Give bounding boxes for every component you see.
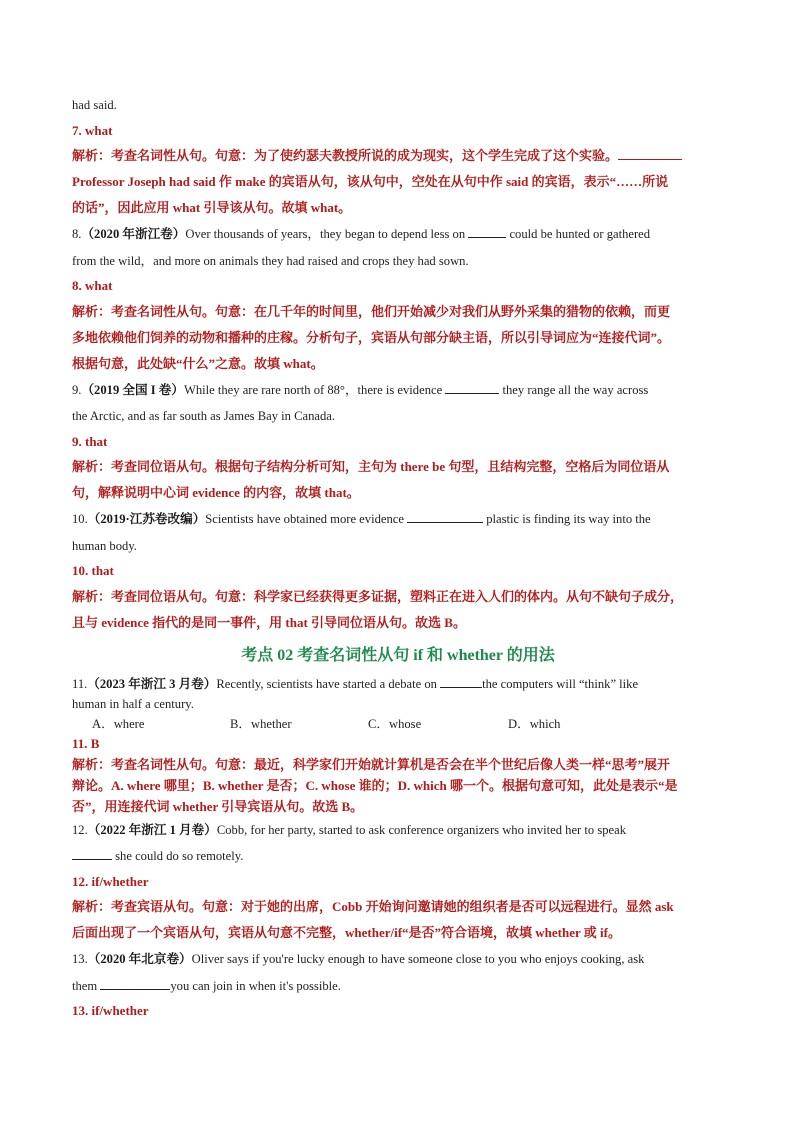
question-continuation: had said. xyxy=(72,98,117,112)
answer-9: 9. that xyxy=(72,433,108,449)
question-number: 9. xyxy=(72,382,82,397)
question-text: Cobb, for her party, started to ask conference organizers who invited her to speak xyxy=(216,822,626,837)
question-8 xyxy=(72,221,724,248)
explanation-12 xyxy=(72,894,724,946)
explanation-10 xyxy=(72,584,724,636)
explanation-10-line-1: 解析：考查同位语从句。句意：科学家已经获得更多证据，塑料正在进入人们的体内。从句不缺句子成分， xyxy=(72,588,684,604)
question-9 xyxy=(72,377,724,404)
explanation-9 xyxy=(72,454,724,506)
explanation-7-line-1: 解析：考查名词性从句。句意：为了使约瑟夫教授所说的成为现实，这个学生完成了这个实验。 xyxy=(72,148,619,163)
question-source: （2019 全国 I 卷） xyxy=(81,382,184,397)
question-text: Scientists have obtained more evidence xyxy=(205,512,404,526)
explanation-11 xyxy=(72,754,724,817)
question-text: she could do so remotely. xyxy=(115,849,244,863)
explanation-7-line-2: Professor Joseph had said 作 make 的宾语从句，该从句中，空处在从句中作 said 的宾语，表示“……所说 xyxy=(72,174,669,189)
explanation-9-line-2: 句，解释说明中心词 evidence 的内容，故填 that。 xyxy=(72,485,360,500)
question-12 xyxy=(72,817,724,844)
answer-7: 7. what xyxy=(72,122,113,138)
question-8-line-2: from the wild，and more on animals they had raised and crops they had sown. xyxy=(72,253,469,268)
question-10 xyxy=(72,506,724,533)
question-9-line-2: the Arctic, and as far south as James Bay in Canada. xyxy=(72,409,335,423)
question-13 xyxy=(72,946,724,973)
question-source: （2022 年浙江 1 月卷） xyxy=(87,822,217,837)
document-page xyxy=(72,92,724,1024)
question-text: Recently, scientists have started a debate on xyxy=(216,676,437,691)
question-text: could be hunted or gathered xyxy=(509,227,651,241)
question-text: they range all the way across xyxy=(502,382,649,397)
question-12-line-2 xyxy=(72,843,724,870)
explanation-8-line-1: 解析：考查名词性从句。句意：在几千年的时间里，他们开始减少对我们从野外采集的猎物的依赖，而更 xyxy=(72,303,671,319)
option-a: A．where xyxy=(92,716,145,731)
question-number: 8. xyxy=(72,227,82,241)
question-source: （2020 年浙江卷） xyxy=(81,227,186,241)
question-number: 12. xyxy=(72,822,88,837)
blank-line xyxy=(468,225,506,238)
answer-13: 13. if/whether xyxy=(72,1003,149,1018)
explanation-11-line-3: 否”，用连接代词 whether 引导宾语从句。故选 B。 xyxy=(72,798,364,814)
section-heading: 考点 02 考查名词性从句 if 和 whether 的用法 xyxy=(241,646,555,664)
blank-line xyxy=(72,847,112,860)
explanation-8 xyxy=(72,299,724,377)
explanation-12-line-2: 后面出现了一个宾语从句，宾语从句意不完整，whether/if“是否”符合语境，故填 whether 或 if。 xyxy=(72,925,621,940)
question-text: While they are rare north of 88°，there is evidence xyxy=(183,382,443,397)
question-source: （2023 年浙江 3 月卷） xyxy=(87,676,217,691)
answer-11: 11. B xyxy=(72,735,100,751)
question-number: 13. xyxy=(72,952,88,966)
question-text: you can join in when it's possible. xyxy=(170,978,341,993)
question-source: （2020 年北京卷） xyxy=(87,952,192,966)
question-13-line-2 xyxy=(72,973,724,1000)
explanation-7-line-3: 的话”，因此应用 what 引导该从句。故填 what。 xyxy=(72,200,352,215)
blank-line xyxy=(407,510,483,523)
explanation-9-line-1: 解析：考查同位语从句。根据句子结构分析可知，主句为 there be 句型，且结构完整，空格后为同位语从 xyxy=(72,459,670,474)
question-source: （2019·江苏卷改编） xyxy=(87,512,206,526)
explanation-8-line-3: 根据句意，此处缺“什么”之意。故填 what。 xyxy=(72,355,324,371)
answer-10: 10. that xyxy=(72,563,114,578)
option-d: D．which xyxy=(508,716,561,731)
answer-12: 12. if/whether xyxy=(72,873,149,889)
explanation-12-line-1: 解析：考查宾语从句。句意：对于她的出席，Cobb 开始询问邀请她的组织者是否可以远程进行。显然 ask xyxy=(72,899,674,914)
blank-line xyxy=(100,977,170,990)
explanation-11-line-1: 解析：考查名词性从句。句意：最近，科学家们开始就计算机是否会在半个世纪后像人类一样“思考”展开 xyxy=(72,756,671,772)
question-text: the computers will “think” like xyxy=(482,676,639,691)
option-b: B．whether xyxy=(230,716,292,731)
question-number: 10. xyxy=(72,512,88,526)
question-number: 11. xyxy=(72,676,88,691)
explanation-8-line-2: 多地依赖他们饲养的动物和播种的庄稼。分析句子，宾语从句部分缺主语，所以引导词应为“连接代词”。 xyxy=(72,329,671,345)
explanation-10-line-2: 且与 evidence 指代的是同一事件，用 that 引导同位语从句。故选 B。 xyxy=(72,614,466,630)
question-text: plastic is finding its way into the xyxy=(486,512,651,526)
blank-line xyxy=(440,675,482,688)
blank-line xyxy=(618,147,682,160)
option-c: C．whose xyxy=(368,716,422,731)
question-10-line-2: human body. xyxy=(72,538,137,553)
question-11-line-2: human in half a century. xyxy=(72,696,194,711)
options-list xyxy=(72,714,724,734)
explanation-7 xyxy=(72,143,724,221)
blank-line xyxy=(445,381,499,394)
question-text: Over thousands of years，they began to depend less on xyxy=(185,227,466,241)
answer-8: 8. what xyxy=(72,278,113,293)
question-text: Oliver says if you're lucky enough to have someone close to you who enjoys cooking, ask xyxy=(191,952,645,966)
explanation-11-line-2: 辩论。A. where 哪里；B. whether 是否；C. whose 谁的；D. which 哪一个。根据句意可知，此处是表示“是 xyxy=(72,777,678,793)
question-text: them xyxy=(72,978,98,993)
question-11 xyxy=(72,674,724,694)
